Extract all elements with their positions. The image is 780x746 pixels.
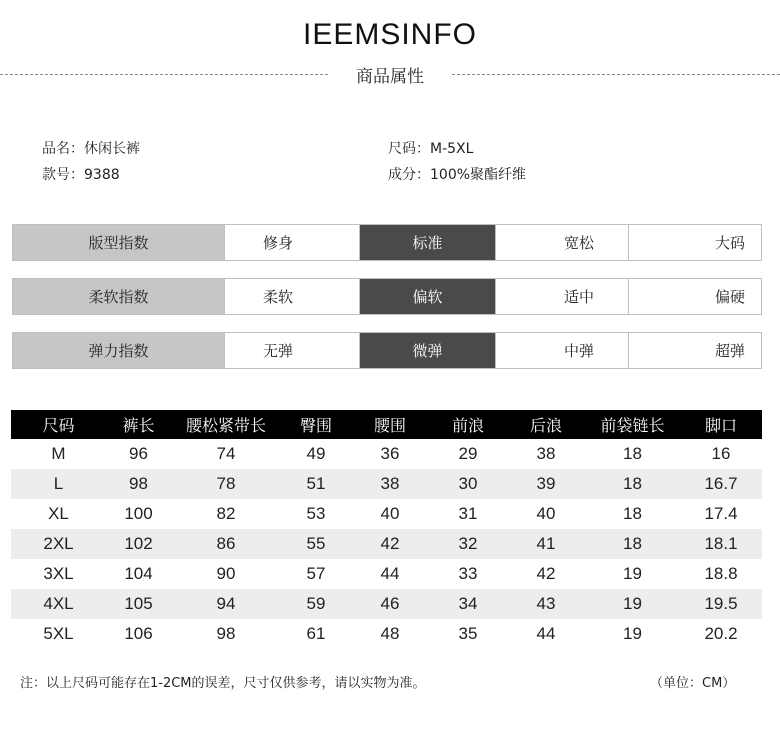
- table-cell: 106: [124, 624, 153, 643]
- fit-option: 大码: [714, 234, 745, 252]
- column-header: 腰松紧带长: [171, 410, 281, 439]
- table-cell: 74: [216, 444, 236, 463]
- table-row: [11, 469, 762, 499]
- unit-label: （单位：CM）: [650, 676, 736, 691]
- table-cell: 61: [306, 624, 326, 643]
- table-cell: 42: [536, 564, 556, 583]
- fit-option-selected: 标准: [360, 225, 496, 260]
- table-cell: 30: [429, 469, 507, 499]
- table-cell: 2XL: [11, 529, 106, 559]
- table-cell: 29: [458, 444, 478, 463]
- table-cell: 104: [124, 564, 153, 583]
- column-header: 脚口: [680, 410, 762, 439]
- section-title: 商品属性: [356, 67, 424, 87]
- table-cell: 96: [129, 444, 148, 463]
- table-cell: 57: [306, 564, 326, 583]
- table-cell: 94: [171, 589, 281, 619]
- column-header: 尺码: [11, 410, 106, 439]
- table-cell: 18: [585, 529, 680, 559]
- table-cell: 40: [536, 504, 556, 523]
- size-range: 尺码：M-5XL: [388, 141, 474, 157]
- table-cell: 40: [380, 504, 400, 523]
- table-cell: 43: [507, 589, 585, 619]
- elasticity-option-selected: 微弹: [360, 333, 496, 368]
- table-cell: 20.2: [704, 624, 738, 643]
- table-cell: 49: [306, 444, 326, 463]
- table-cell: 44: [380, 564, 400, 583]
- table-cell: 82: [216, 504, 236, 523]
- table-cell: 105: [106, 589, 171, 619]
- table-cell: 4XL: [11, 589, 106, 619]
- table-cell: 18: [623, 444, 642, 463]
- column-header: 臀围: [281, 410, 351, 439]
- fit-scale: [12, 224, 762, 261]
- table-cell: 48: [380, 624, 400, 643]
- table-cell: 33: [458, 564, 478, 583]
- table-cell: 19: [623, 624, 642, 643]
- table-cell: 86: [171, 529, 281, 559]
- table-cell: 18.1: [680, 529, 762, 559]
- divider-right: [452, 74, 780, 75]
- table-cell: 59: [281, 589, 351, 619]
- column-header: 前浪: [429, 410, 507, 439]
- table-cell: 51: [281, 469, 351, 499]
- table-cell: 19: [623, 564, 642, 583]
- table-cell: 78: [171, 469, 281, 499]
- table-cell: M: [51, 444, 66, 463]
- table-cell: 36: [380, 444, 400, 463]
- table-cell: 35: [458, 624, 478, 643]
- softness-option: 偏硬: [714, 288, 745, 306]
- table-cell: 53: [306, 504, 326, 523]
- size-table-header: [11, 410, 762, 439]
- table-cell: 16: [711, 444, 731, 463]
- table-cell: 98: [106, 469, 171, 499]
- table-cell: XL: [48, 504, 69, 523]
- table-cell: 32: [429, 529, 507, 559]
- table-cell: 17.4: [704, 504, 738, 523]
- table-cell: 38: [351, 469, 429, 499]
- softness-scale: [12, 278, 762, 315]
- table-row: [11, 439, 762, 469]
- table-row: [11, 559, 762, 589]
- elasticity-scale: [12, 332, 762, 369]
- table-cell: 34: [429, 589, 507, 619]
- table-row: [11, 619, 762, 649]
- table-cell: 100: [124, 504, 153, 523]
- column-header: 后浪: [507, 410, 585, 439]
- softness-scale-label: 柔软指数: [13, 279, 225, 314]
- table-cell: 5XL: [43, 624, 74, 643]
- column-header: 前袋链长: [585, 410, 680, 439]
- table-cell: 18.8: [704, 564, 738, 583]
- table-row: [11, 589, 762, 619]
- elasticity-option: 中弹: [496, 333, 629, 368]
- table-cell: 98: [216, 624, 236, 643]
- column-header: 腰围: [351, 410, 429, 439]
- table-cell: 41: [507, 529, 585, 559]
- table-cell: 90: [216, 564, 236, 583]
- table-cell: 19.5: [680, 589, 762, 619]
- elasticity-scale-label: 弹力指数: [13, 333, 225, 368]
- table-cell: 3XL: [43, 564, 74, 583]
- table-cell: 19: [585, 589, 680, 619]
- brand-title: IEEMSINFO: [302, 18, 477, 51]
- table-cell: 55: [281, 529, 351, 559]
- elasticity-option: 无弹: [225, 333, 360, 368]
- disclaimer-note: 注：以上尺码可能存在1-2CM的误差，尺寸仅供参考，请以实物为准。: [20, 676, 426, 691]
- table-cell: 38: [536, 444, 556, 463]
- table-cell: 42: [351, 529, 429, 559]
- table-cell: 102: [106, 529, 171, 559]
- table-cell: 39: [507, 469, 585, 499]
- material: 成分：100%聚酯纤维: [388, 167, 527, 183]
- product-name: 品名：休闲长裤: [42, 141, 140, 157]
- softness-option-selected: 偏软: [360, 279, 496, 314]
- size-table: [11, 410, 762, 649]
- elasticity-option: 超弹: [714, 342, 745, 360]
- table-cell: 18: [585, 469, 680, 499]
- table-row: [11, 499, 762, 529]
- table-cell: 44: [536, 624, 556, 643]
- softness-option: 柔软: [225, 279, 360, 314]
- column-header: 裤长: [106, 410, 171, 439]
- fit-scale-label: 版型指数: [13, 225, 225, 260]
- table-cell: 16.7: [680, 469, 762, 499]
- table-cell: 18: [623, 504, 642, 523]
- model-number: 款号：9388: [42, 167, 120, 183]
- table-row: [11, 529, 762, 559]
- fit-option: 修身: [225, 225, 360, 260]
- table-cell: 46: [351, 589, 429, 619]
- table-cell: 31: [458, 504, 478, 523]
- fit-option: 宽松: [496, 225, 629, 260]
- softness-option: 适中: [496, 279, 629, 314]
- table-cell: L: [11, 469, 106, 499]
